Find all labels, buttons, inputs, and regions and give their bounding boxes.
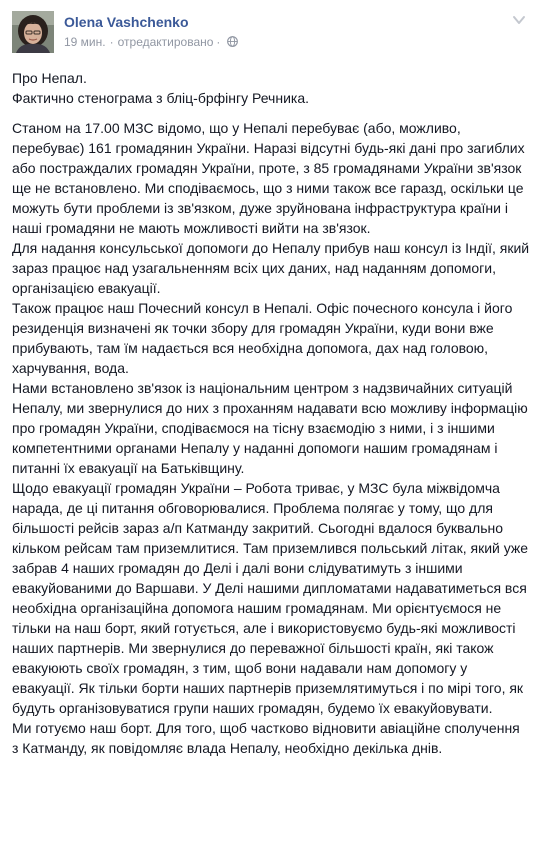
post-header bbox=[12, 11, 526, 55]
meta-separator: · bbox=[109, 35, 114, 49]
post-body bbox=[12, 68, 530, 758]
post-main-text: Станом на 17.00 МЗС відомо, що у Непалі перебуває (або, можливо, перебуває) 161 громадянин України. Наразі відсутні будь-які дані про загиблих або постраждалих громадян України, проте, з 85 громадянами України зв'язок ще не встановлено. Ми сподіваємось, що з ними також все гаразд, оскільки це можуть бути проблеми із зв'язком, дуже зруйнована інфраструктура країни і наші громадяни не мають можливості вийти на зв'язок. Для надання консульської допомоги до Непалу прибув наш консул із Індії, який зараз працює над узагальненням всіх цих даних, над наданням допомоги, організацією евакуації. Також працює наш Почесний консул в Непалі. Офіс почесного консула і його резиденція визначені як точки збору для громадян України, куди вони вже прибувають, там їм надається вся необхідна допомога, дах над головою, харчування, вода. Нами встановлено зв'язок із національним центром з надзвичайних ситуацій Непалу, ми звернулися до них з проханням надавати всю можливу інформацію про громадян України, сподіваємося на тісну взаємодію з ними, і з іншими компетентними органами Непалу у наданні допомоги нашим громадянам і питанні їх евакуації на Батьківщину. Щодо евакуації громадян України – Робота триває, у МЗС була міжвідомча нарада, де ці питання обговорювалися. Проблема полягає у тому, що для більшості рейсів зараз а/п Катманду закритий. Сьогодні вдалося буквально кільком рейсам там приземлитися. Там приземлився польський літак, який уже забрав 4 наших громадян до Делі і далі вони слідуватимуть з іншими евакуйованими до Варшави. У Делі нашими дипломатами надаватиметься вся необхідна організаційна допомога нашим громадянам. Ми орієнтуємося не тільки на наш борт, який готується, але і використовуємо будь-які можливості наших партнерів. Ми звернулися до переважної більшості країн, які також евакуюють своїх громадян, з тим, щоб вони надавали нам допомогу у евакуації. Як тільки борти наших партнерів приземлятимуться і по мірі того, як будуть організовуватися групи наших громадян, будемо їх евакуйовувати. Ми готуємо наш борт. Для того, щоб частково відновити авіаційне сполучення з Катманду, як повідомляє влада Непалу, необхідно декілька днів. bbox=[12, 120, 530, 756]
author-avatar[interactable] bbox=[12, 11, 54, 53]
post-meta bbox=[64, 35, 238, 49]
edited-label[interactable]: отредактировано bbox=[117, 35, 214, 49]
globe-icon[interactable] bbox=[227, 36, 238, 47]
avatar-photo bbox=[12, 11, 54, 53]
meta-separator-2: · bbox=[216, 35, 221, 49]
post-timestamp[interactable]: 19 мин. bbox=[64, 35, 106, 49]
chevron-down-icon[interactable] bbox=[512, 13, 526, 27]
author-name[interactable]: Olena Vashchenko bbox=[64, 14, 189, 30]
post-intro: Про Непал. Фактично стенограма з бліц-брфінгу Речника. bbox=[12, 70, 310, 106]
